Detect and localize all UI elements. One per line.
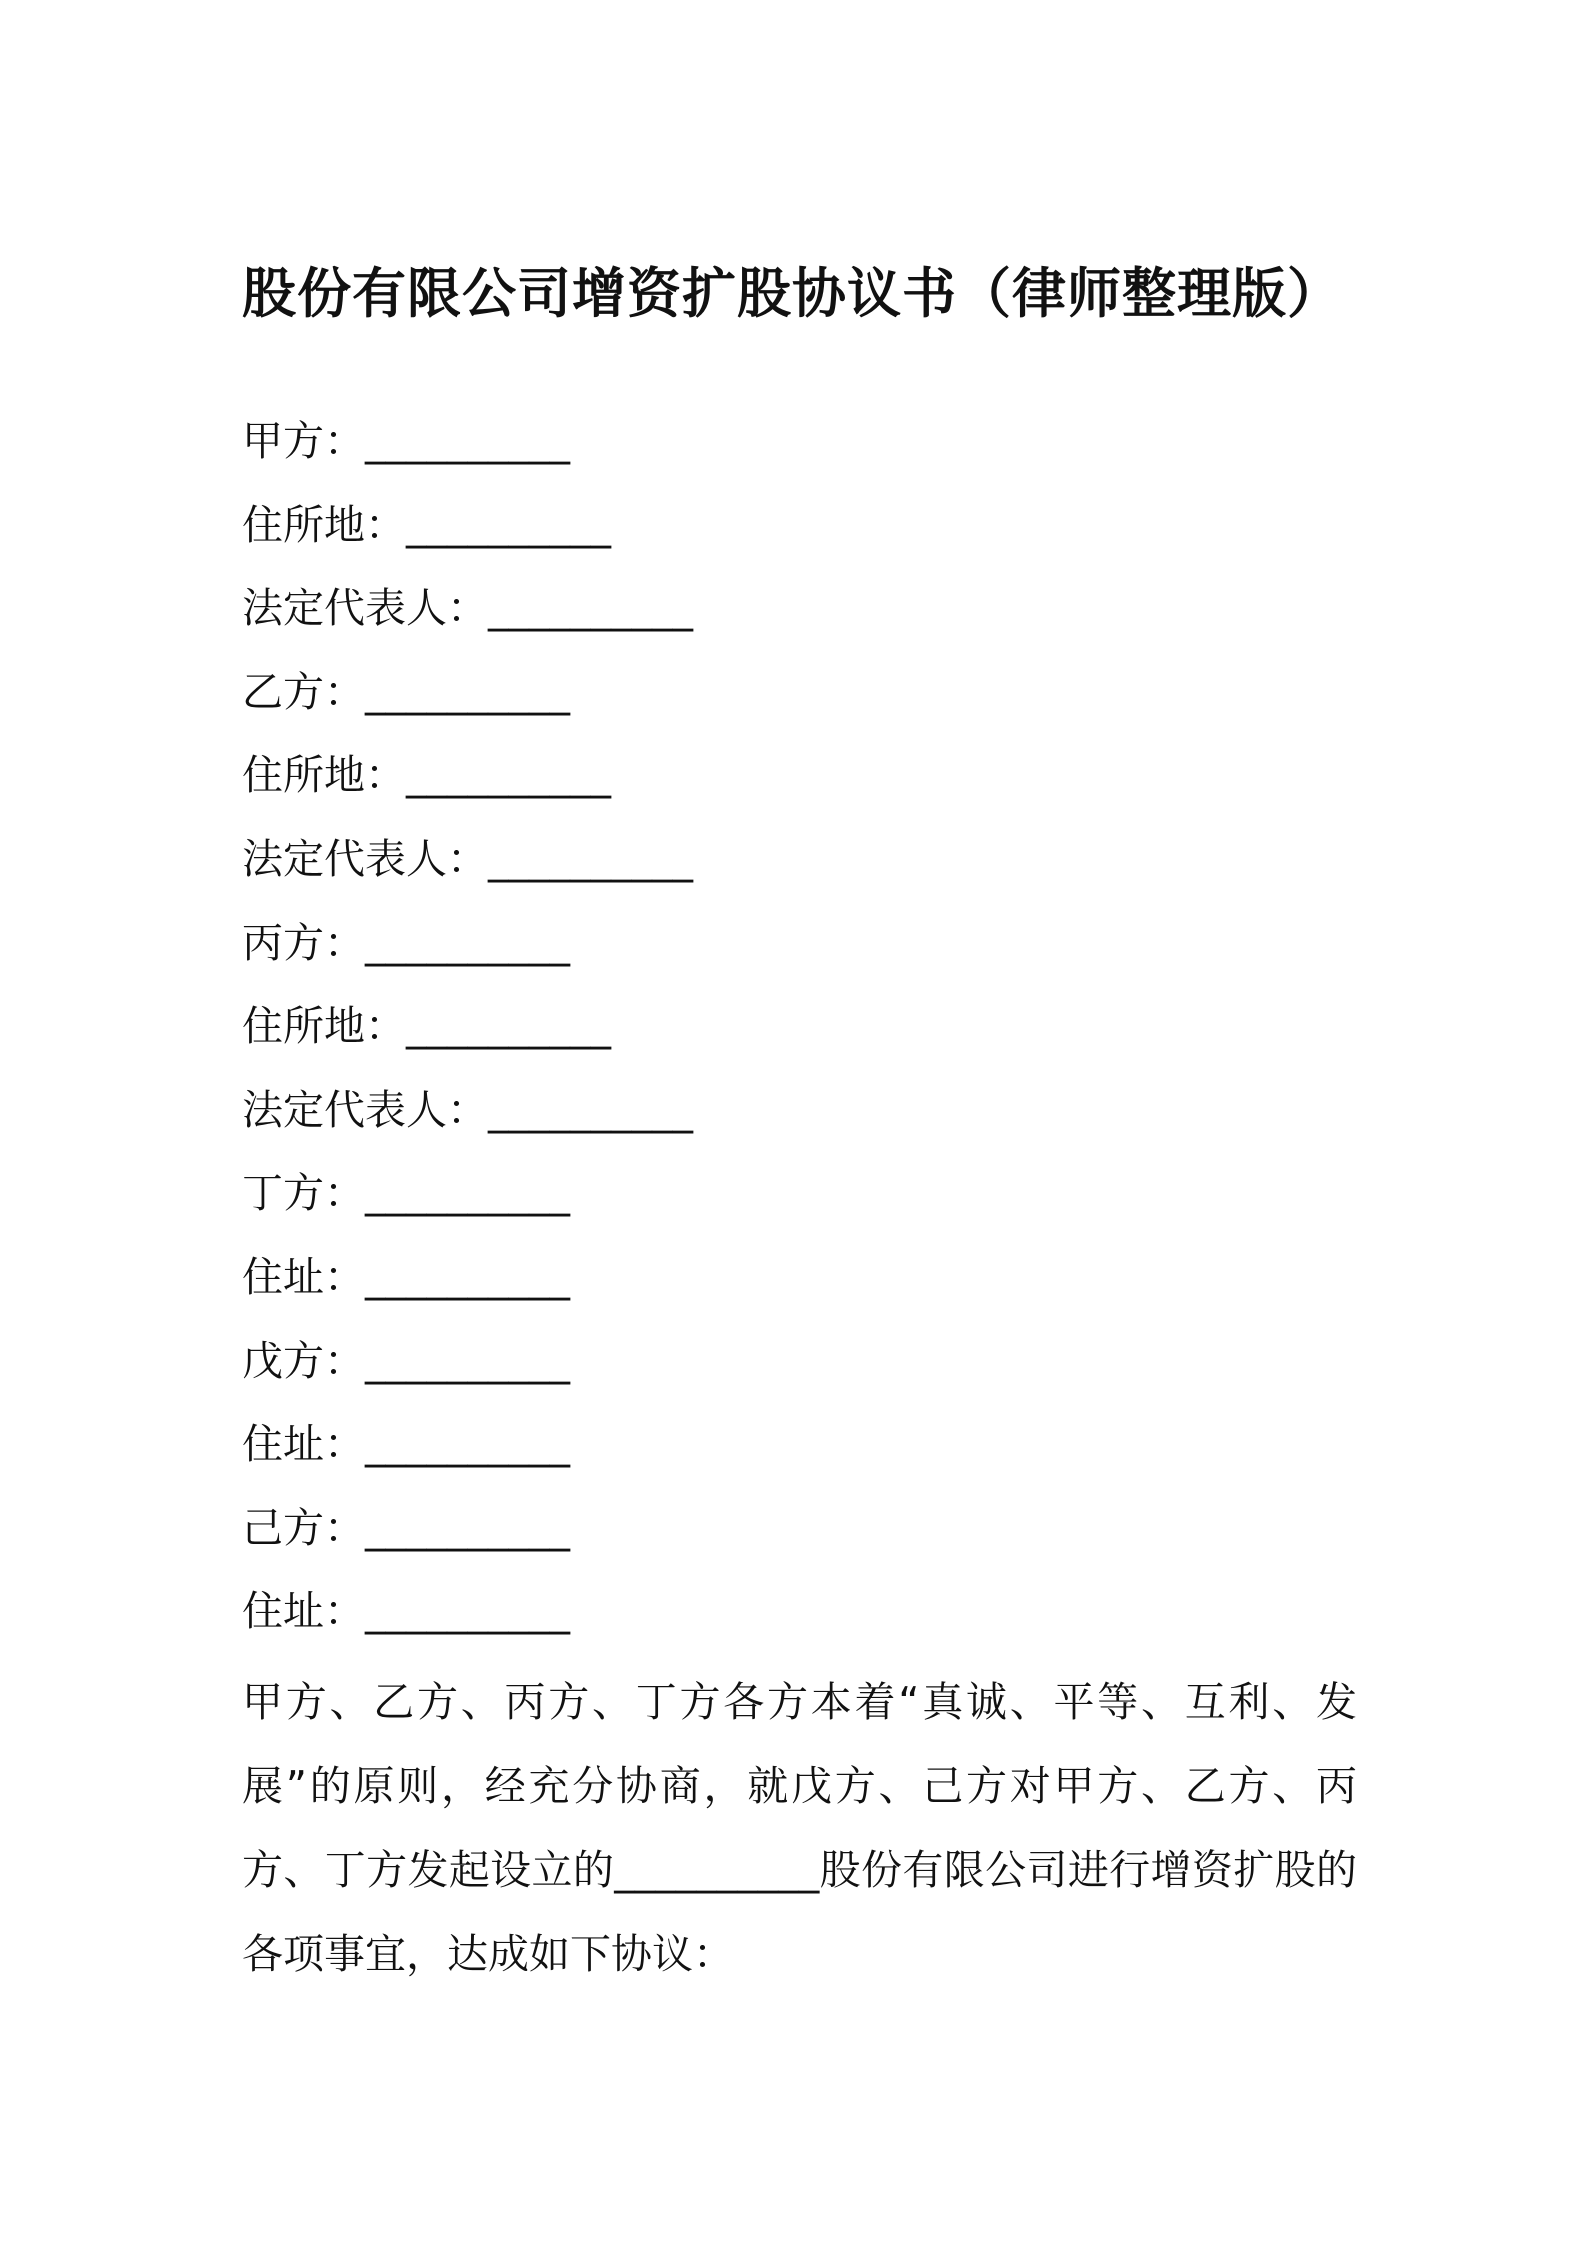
- field-label: 法定代表人：: [242, 834, 488, 883]
- field-label: 住所地：: [242, 751, 406, 800]
- party-c-representative-field: [242, 1079, 1362, 1163]
- field-blank: __________: [406, 500, 611, 549]
- field-label: 甲方：: [242, 417, 365, 465]
- field-label: 戊方：: [242, 1336, 365, 1385]
- field-blank: __________: [365, 1587, 570, 1636]
- party-a-address-field: [242, 494, 1362, 578]
- party-f-address-field: [242, 1580, 1362, 1664]
- field-label: 法定代表人：: [242, 584, 488, 633]
- field-label: 丁方：: [242, 1169, 365, 1218]
- field-label: 住址：: [242, 1252, 365, 1301]
- field-blank: __________: [488, 834, 693, 883]
- field-blank: __________: [365, 1336, 570, 1385]
- party-e-address-field: [242, 1413, 1362, 1497]
- field-label: 住址：: [242, 1420, 365, 1469]
- field-blank: __________: [488, 1085, 693, 1134]
- field-label: 己方：: [242, 1503, 365, 1552]
- field-blank: __________: [365, 1252, 570, 1301]
- party-fields: [242, 410, 1362, 1664]
- party-b-field: [242, 661, 1362, 745]
- field-blank: __________: [365, 667, 570, 716]
- field-label: 乙方：: [242, 667, 365, 716]
- field-label: 丙方：: [242, 918, 365, 967]
- field-blank: __________: [365, 918, 570, 967]
- field-blank: __________: [365, 1503, 570, 1552]
- field-blank: __________: [365, 1169, 570, 1218]
- field-label: 住址：: [242, 1587, 365, 1636]
- field-blank: __________: [406, 751, 611, 800]
- intro-paragraph: 甲方、乙方、丙方、丁方各方本着“真诚、平等、互利、发展”的原则，经充分协商，就戊方、己方对甲方、乙方、丙方、丁方发起设立的__________股份有限公司进行增资扩股的各项事宜，达成如下协议：: [242, 1678, 1357, 1978]
- field-label: 住所地：: [242, 1002, 406, 1051]
- field-label: 法定代表人：: [242, 1085, 488, 1134]
- field-blank: __________: [488, 584, 693, 633]
- party-f-field: [242, 1497, 1362, 1581]
- document-title: 股份有限公司增资扩股协议书（律师整理版）: [242, 262, 1342, 325]
- field-blank: __________: [406, 1002, 611, 1051]
- field-blank: __________: [365, 1420, 570, 1469]
- party-d-field: [242, 1162, 1362, 1246]
- field-label: 住所地：: [242, 500, 406, 549]
- field-blank: __________: [365, 417, 570, 465]
- party-a-representative-field: [242, 577, 1362, 661]
- party-a-field: [242, 410, 1362, 494]
- party-e-field: [242, 1330, 1362, 1414]
- party-c-address-field: [242, 995, 1362, 1079]
- party-d-address-field: [242, 1246, 1362, 1330]
- party-b-address-field: [242, 744, 1362, 828]
- party-c-field: [242, 912, 1362, 996]
- party-b-representative-field: [242, 828, 1362, 912]
